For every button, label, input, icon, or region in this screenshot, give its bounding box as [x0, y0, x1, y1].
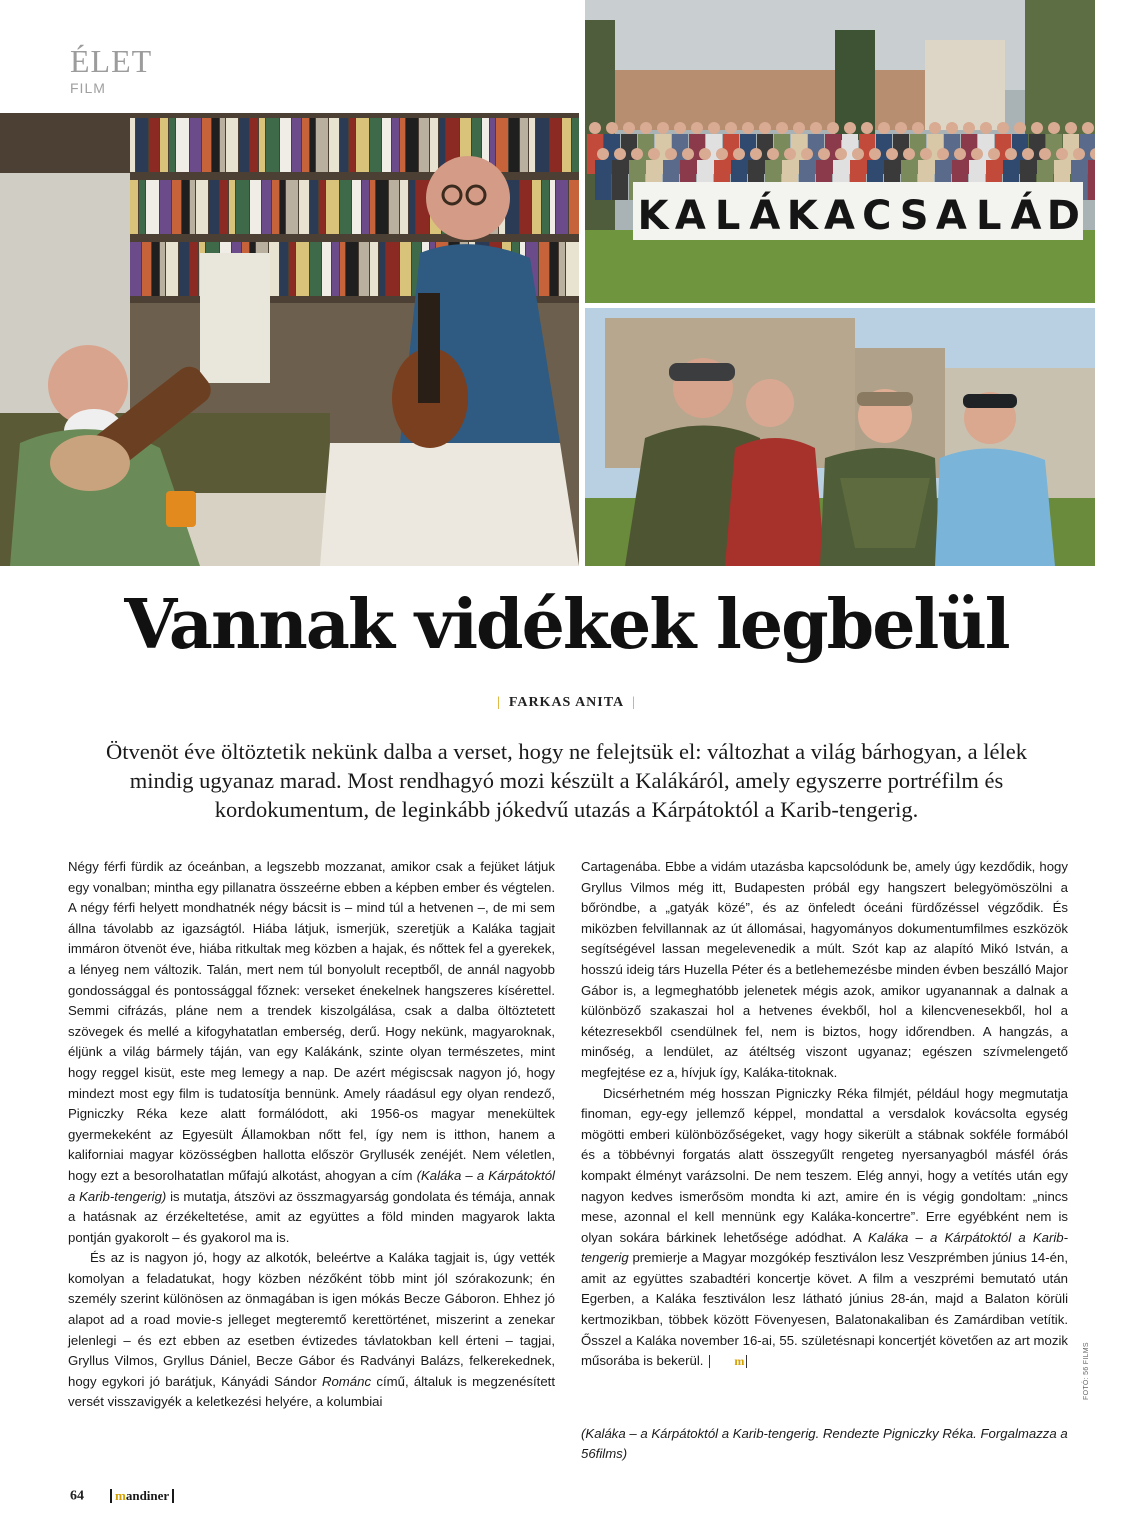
sign-letter: D — [1046, 193, 1080, 239]
kalakacsalad-sign — [633, 182, 1083, 240]
sign-letter: A — [935, 193, 967, 239]
headline: Vannak vidékek legbelül — [124, 585, 1009, 665]
text-run: És az is nagyon jó, hogy az alkotók, beleértve a Kaláka tagjait is, úgy vették komolyan a feladatukat, hogy közben nézőként több mint jól szórakozunk; én személy szerint különösen az önmagában is igen mókás Becze Gáboron. Ehhez jó alapot ad a road movie-s jelleget megteremtő kerettörténet, miszerint a zenekar jelenlegi – és ezt ebben az esetben évtizedes távlatokban kell érteni – tagjai, Gryllus Vilmos, Gryllus Dániel, Becze Gábor és Radványi Balázs, felkerekednek, hogy egykori jó barátjuk, Kányádi Sándor — [68, 1250, 555, 1389]
author-name: FARKAS ANITA — [508, 695, 625, 710]
sign-letter: A — [824, 193, 855, 239]
photo-four-men — [585, 308, 1095, 566]
film-title-italic: Kaláka – a Kárpátoktól a Karib-tengerig — [581, 1229, 1068, 1266]
body-column-right — [581, 857, 1068, 1372]
end-mark-icon: m — [709, 1355, 747, 1368]
byline — [0, 693, 1133, 713]
section-title: ÉLET — [70, 43, 153, 79]
sign-letter: Á — [1010, 193, 1042, 239]
brand-logo-rest: andiner — [125, 1488, 170, 1504]
text-run: című, általuk is megzenésített versét visszavigyék a keletkezési helyére, a kolumbiai — [68, 1373, 555, 1410]
body-column-left — [68, 857, 555, 1413]
sign-letter: K — [637, 193, 669, 239]
page-number: 64 — [70, 1488, 84, 1504]
sign-letter: L — [714, 193, 741, 239]
text-run: Cartagenába. Ebbe a vidám utazásba kapcsolódunk be, amely úgy kezdődik, hogy Gryllus Vilmos még itt, Budapesten próbál egy hangszert belegyömöszölni a bőröndbe, a „gatyák közé”, és az önfeledt óceáni fürdőzéssel végződik. És miközben felvillannak az út állomásai, hagyományos dokumentumfilmes eszközök segítségével lassan megelevenedik a múlt. Szót kap az alapító Mikó István, a hosszú ideig társ Huzella Péter és a betlehemezésbe minden évben beszálló Major Gábor is, a legmeghatóbb jelenetek mégis azok, amikor ugyanannak a dalnak a különböző szakaszai hol a hetvenes évekből, hol a kilencvenesekből, hol a kétezresekből csendülnek fel, nem is biztos, hogy időrendben. A hangzás, a minőség, a lendület, az átéltség viszont ugyanaz; egészen szívmelengető megfejtése ez a, hívjuk így, Kaláka-titoknak. — [581, 859, 1068, 1080]
brand-logo — [110, 1489, 174, 1503]
text-run: Dicsérhetném még hosszan Pigniczky Réka filmjét, például hogy megmutatja finoman, egy-egy jellemző képpel, mondattal a versdalok kovácsolta egység mögötti emberi különbözőségeket, vagy hogy sikerült a stábnak sokféle formából és a többévnyi forgatás alatt összegyűlt rengeteg nyersanyagból másfél órás kompakt élményt varázsolni. De nem teszem. Elég annyi, hogy a vetítés után egy nagyon kedves ismerősöm mondta ki azt, amire én is végig gondoltam: „nincs mese, azonnal el kell mennünk egy Kaláka-koncertre”. Erre egyébként nem is olyan sokára bárkinek lehetősége adódhat. A — [581, 1085, 1068, 1245]
byline-bar-left: | — [497, 695, 501, 710]
section-label — [70, 44, 190, 96]
sign-letter: A — [674, 193, 706, 239]
body-paragraph-3 — [581, 1084, 1068, 1372]
text-run: Négy férfi fürdik az óceánban, a legszebb mozzanat, amikor csak a fejüket látjuk egy vonalban; mintha egy pillanatra összeérne ebben a képben ember és végtelen. A négy férfi helyett mondhatnék négy bácsit is – mind túl a hetvenen –, de mi sem állna távolabb az igazságtól. Hiába látjuk, ismerjük, szeretjük a Kaláka tagjait immáron ötvenöt éve, hiába ritkultak meg közben a hajak, és nőttek fel a gyerekek, a lényeg nem változik. Talán, mert nem túl bonyolult receptből, de annál nagyobb gondossággal és pontossággal főznek: verseket énekelnek hangszeres kísérettel. Semmi cifrázás, pláne nem a trendek kiszolgálása, csak a dalba öltöztetett szövegek és mellé a kifogyhatatlan emberség, derű. Hogy nekünk, magyaroknak, éljünk a világ bármely táján, van egy Kalákánk, szinte olyan természetes, mint hogy reggel kisüt, este meg lemegy a nap. De azért mégiscsak nagyon jó, hogy mindezt most egy film is tudatosítja bennünk. Amely ráadásul egy olyan rendező, Pigniczky Réka keze alatt formálódott, aki 1956-os magyar menekültek gyermekeként az Egyesült Államokban nőtt fel, így nem is itthon, hanem a kaliforniai magyar közösségben hallotta először Gryllusék zenéjét. Nem véletlen, hogy ezt a besorolhatatlan műfajú alkotást, ahogyan a cím — [68, 859, 555, 1183]
brand-logo-m: m — [115, 1488, 126, 1504]
body-paragraph-2 — [68, 1248, 555, 1413]
film-title-italic: (Kaláka – a Kárpátoktól a Karib-tengerig) — [68, 1167, 555, 1204]
poem-title-italic: Románc — [321, 1373, 372, 1389]
text-run: premierje a Magyar mozgókép fesztiválon lesz Veszprémben június 14-én, amit az együttes szabadtéri koncertje követ. A film a veszprémi bemutató után Egerben, a Kaláka fesztiválon lesz látható június 28-án, majd a Balaton körüli kertmozikban, többek között Fövenyesen, Balatonakaliban és Zamárdiban vetítik. Ősszel a Kaláka november 16-ai, 55. születésnapi koncertjét követően az art mozik műsorába is bekerül. — [581, 1250, 1068, 1369]
sign-letter: S — [899, 193, 929, 239]
lead-paragraph: Ötvenöt éve öltöztetik nekünk dalba a verset, hogy ne felejtsük el: változhat a világ bárhogyan, a lélek mindig ugyanaz marad. Most rendhagyó mozi készült a Kalákáról, amely egyszerre portréfilm és kordokumentum, de leginkább jókedvű utazás a Kárpátoktól a Karib-tengerig. — [106, 739, 1027, 822]
photo-credit: FOTÓ: 56 FILMS — [1083, 1342, 1090, 1400]
body-paragraph-2-cont — [581, 857, 1068, 1084]
section-subtitle: FILM — [70, 80, 106, 96]
sign-letter: Á — [749, 193, 781, 239]
page-footer — [70, 1487, 174, 1507]
photo-musicians — [0, 113, 579, 566]
body-paragraph-1 — [68, 857, 555, 1248]
text-run: is mutatja, átszövi az összmagyarság gondolata és témája, annak a hatásnak az érzékeltetése, amit az együttes a föld minden magyarok lakta pontján gyakorolt – és gyakorol ma is. — [68, 1188, 555, 1245]
photo-group-sign — [585, 0, 1095, 303]
film-caption: (Kaláka – a Kárpátoktól a Karib-tengerig. Rendezte Pigniczky Réka. Forgalmazza a 56films) — [581, 1426, 1068, 1461]
sign-letter: L — [975, 193, 1002, 239]
byline-bar-right: | — [632, 695, 636, 710]
sign-letter: C — [862, 193, 892, 239]
sign-letter: K — [786, 193, 818, 239]
